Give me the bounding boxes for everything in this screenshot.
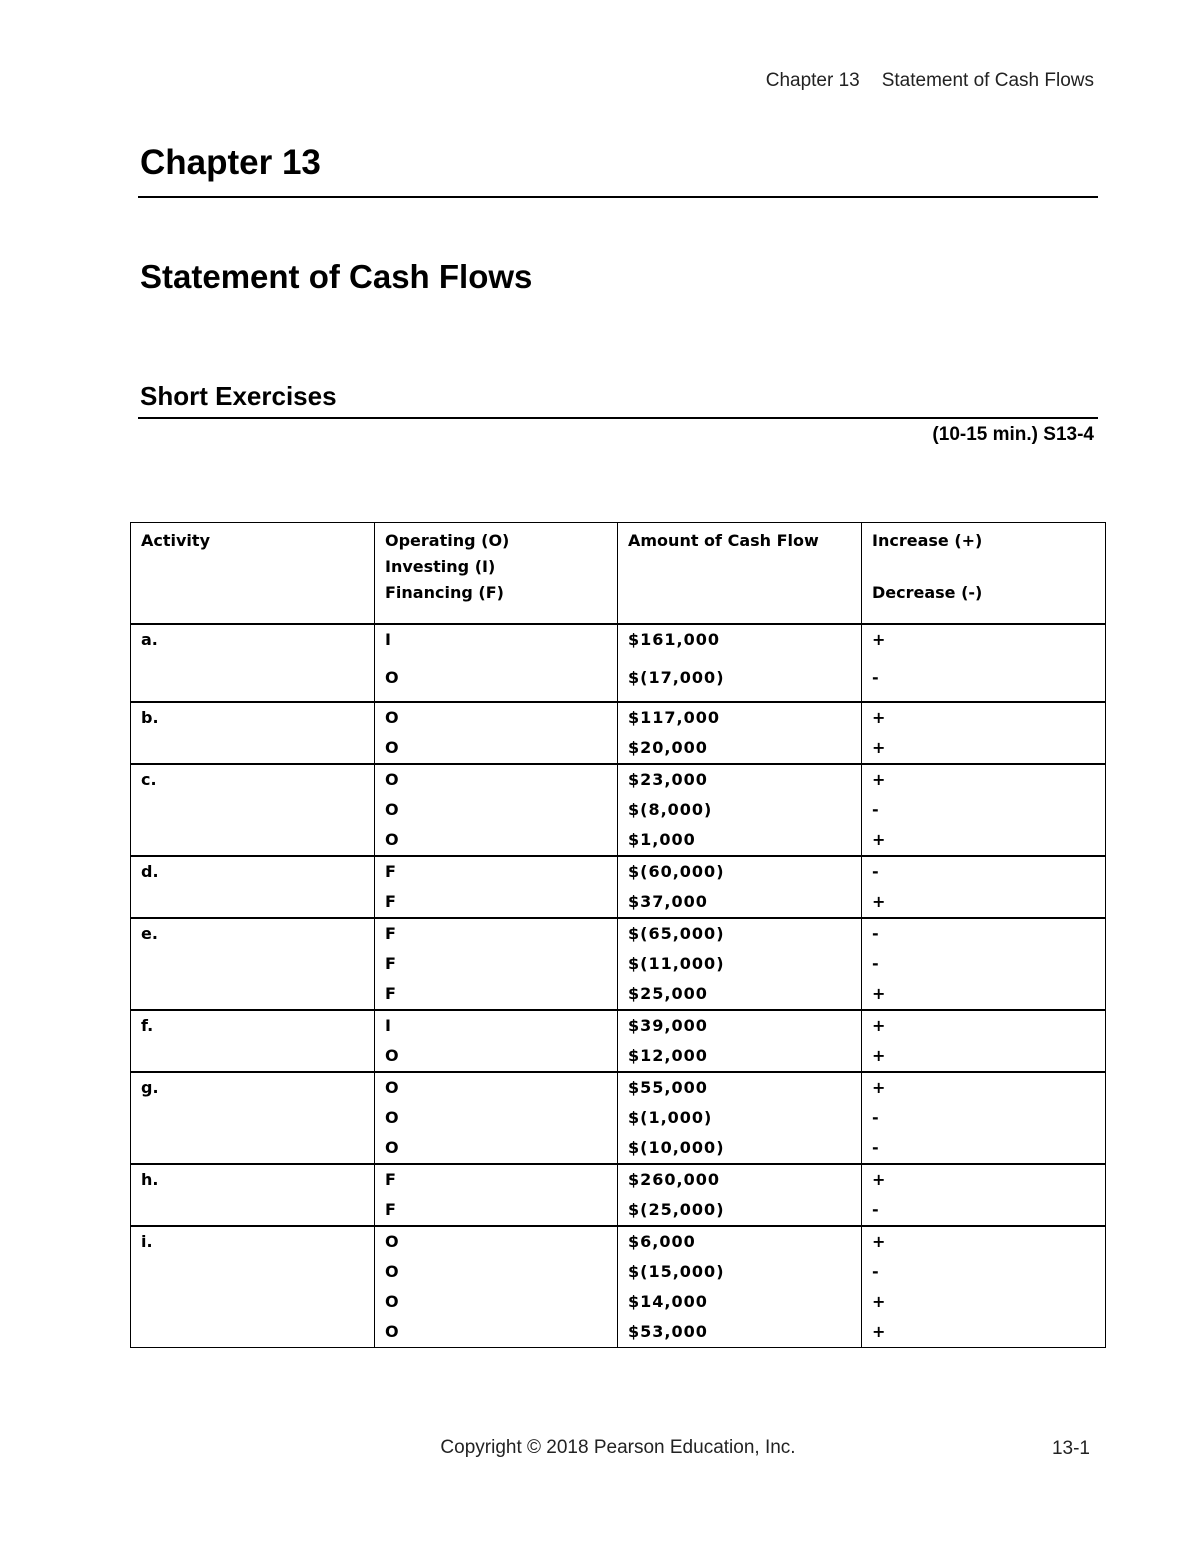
cell-category: O xyxy=(375,1133,618,1164)
cell-amount: $(8,000) xyxy=(618,795,862,825)
header-category-investing: Investing (I) xyxy=(385,557,496,576)
cell-category: O xyxy=(375,702,618,733)
cell-amount: $25,000 xyxy=(618,979,862,1010)
table-row xyxy=(131,1072,1106,1103)
table-row xyxy=(131,825,1106,856)
table-row xyxy=(131,1317,1106,1348)
cell-change: + xyxy=(862,624,1106,663)
cell-category: O xyxy=(375,663,618,702)
footer-copyright: Copyright © 2018 Pearson Education, Inc. xyxy=(440,1437,796,1458)
chapter-title-rule xyxy=(138,196,1098,198)
header-amount xyxy=(618,523,862,624)
cell-activity xyxy=(131,1287,375,1317)
cell-activity xyxy=(131,825,375,856)
cell-amount: $(60,000) xyxy=(618,856,862,887)
cell-activity xyxy=(131,979,375,1010)
cell-amount: $161,000 xyxy=(618,624,862,663)
cell-amount: $12,000 xyxy=(618,1041,862,1072)
cell-change: - xyxy=(862,1195,1106,1226)
section-title: Short Exercises xyxy=(140,381,337,411)
cell-category: O xyxy=(375,1317,618,1348)
table-row xyxy=(131,1226,1106,1257)
table-row xyxy=(131,1103,1106,1133)
header-amount-label: Amount of Cash Flow xyxy=(628,531,819,550)
cell-category: O xyxy=(375,1226,618,1257)
cell-category: I xyxy=(375,1010,618,1041)
cell-activity xyxy=(131,1317,375,1348)
cell-change: - xyxy=(862,1103,1106,1133)
cell-category: O xyxy=(375,825,618,856)
document-title: Statement of Cash Flows xyxy=(140,258,533,295)
cell-change: + xyxy=(862,1317,1106,1348)
header-activity-label: Activity xyxy=(141,531,210,550)
table-row xyxy=(131,1164,1106,1195)
page-number: 13-1 xyxy=(1051,1438,1090,1459)
header-activity xyxy=(131,523,375,624)
table-row xyxy=(131,1287,1106,1317)
table-row xyxy=(131,1133,1106,1164)
cell-activity xyxy=(131,663,375,702)
cell-activity xyxy=(131,795,375,825)
cell-amount: $(15,000) xyxy=(618,1257,862,1287)
cell-change: - xyxy=(862,663,1106,702)
cell-activity xyxy=(131,1041,375,1072)
cell-change: - xyxy=(862,918,1106,949)
cell-change: + xyxy=(862,1010,1106,1041)
cell-amount: $14,000 xyxy=(618,1287,862,1317)
cell-activity: d. xyxy=(131,856,375,887)
table-row xyxy=(131,856,1106,887)
cell-change: - xyxy=(862,856,1106,887)
cell-change: + xyxy=(862,979,1106,1010)
cell-activity: g. xyxy=(131,1072,375,1103)
cell-amount: $(17,000) xyxy=(618,663,862,702)
cell-activity xyxy=(131,1195,375,1226)
cell-change: - xyxy=(862,949,1106,979)
cell-change: - xyxy=(862,1257,1106,1287)
header-category-operating: Operating (O) xyxy=(385,531,510,550)
cell-change: + xyxy=(862,702,1106,733)
cell-activity xyxy=(131,887,375,918)
table-row xyxy=(131,1195,1106,1226)
cell-activity: f. xyxy=(131,1010,375,1041)
running-header-topic: Statement of Cash Flows xyxy=(881,70,1094,91)
cell-amount: $55,000 xyxy=(618,1072,862,1103)
cell-category: F xyxy=(375,887,618,918)
cell-category: O xyxy=(375,795,618,825)
table-row xyxy=(131,663,1106,702)
cell-activity: h. xyxy=(131,1164,375,1195)
header-change xyxy=(862,523,1106,624)
cell-category: F xyxy=(375,918,618,949)
table-header-row xyxy=(131,523,1106,624)
cell-activity: b. xyxy=(131,702,375,733)
cell-amount: $(11,000) xyxy=(618,949,862,979)
cell-amount: $117,000 xyxy=(618,702,862,733)
cell-change: + xyxy=(862,1164,1106,1195)
table-row xyxy=(131,887,1106,918)
cell-amount: $(10,000) xyxy=(618,1133,862,1164)
cell-amount: $260,000 xyxy=(618,1164,862,1195)
cell-amount: $53,000 xyxy=(618,1317,862,1348)
cell-amount: $37,000 xyxy=(618,887,862,918)
table-row xyxy=(131,979,1106,1010)
cell-category: F xyxy=(375,979,618,1010)
table-row xyxy=(131,918,1106,949)
table-row xyxy=(131,1257,1106,1287)
cell-activity xyxy=(131,949,375,979)
cell-activity: e. xyxy=(131,918,375,949)
cell-category: I xyxy=(375,624,618,663)
table-row xyxy=(131,764,1106,795)
cell-amount: $23,000 xyxy=(618,764,862,795)
table-body xyxy=(131,624,1106,1348)
table-row xyxy=(131,1041,1106,1072)
cell-category: O xyxy=(375,764,618,795)
cell-change: + xyxy=(862,1226,1106,1257)
table-row xyxy=(131,1010,1106,1041)
cell-change: - xyxy=(862,1133,1106,1164)
exercise-reference: (10-15 min.) S13-4 xyxy=(932,424,1094,445)
table-row xyxy=(131,949,1106,979)
cell-category: O xyxy=(375,733,618,764)
cell-change: - xyxy=(862,795,1106,825)
cell-activity: i. xyxy=(131,1226,375,1257)
header-change-decrease: Decrease (-) xyxy=(872,583,983,602)
cell-category: F xyxy=(375,856,618,887)
cell-amount: $39,000 xyxy=(618,1010,862,1041)
cell-category: O xyxy=(375,1103,618,1133)
cell-activity xyxy=(131,733,375,764)
cell-category: O xyxy=(375,1072,618,1103)
cell-amount: $20,000 xyxy=(618,733,862,764)
table-row xyxy=(131,702,1106,733)
cell-category: O xyxy=(375,1257,618,1287)
cell-change: + xyxy=(862,1287,1106,1317)
cell-category: O xyxy=(375,1287,618,1317)
cell-category: O xyxy=(375,1041,618,1072)
section-title-rule xyxy=(138,417,1098,419)
header-category-financing: Financing (F) xyxy=(385,583,504,602)
running-header xyxy=(766,70,1094,92)
cell-amount: $6,000 xyxy=(618,1226,862,1257)
running-header-chapter: Chapter 13 xyxy=(765,70,860,91)
header-change-increase: Increase (+) xyxy=(872,531,983,550)
table-row xyxy=(131,624,1106,663)
cell-change: + xyxy=(862,733,1106,764)
cell-amount: $(25,000) xyxy=(618,1195,862,1226)
table-row xyxy=(131,795,1106,825)
chapter-title: Chapter 13 xyxy=(140,143,321,182)
cell-amount: $(1,000) xyxy=(618,1103,862,1133)
cell-change: + xyxy=(862,887,1106,918)
cell-change: + xyxy=(862,1072,1106,1103)
cell-amount: $1,000 xyxy=(618,825,862,856)
cell-category: F xyxy=(375,949,618,979)
cell-change: + xyxy=(862,764,1106,795)
cell-change: + xyxy=(862,1041,1106,1072)
cell-category: F xyxy=(375,1195,618,1226)
cell-activity xyxy=(131,1257,375,1287)
cell-change: + xyxy=(862,825,1106,856)
cell-category: F xyxy=(375,1164,618,1195)
cash-flow-table xyxy=(130,522,1106,1348)
cell-activity: c. xyxy=(131,764,375,795)
cell-activity xyxy=(131,1103,375,1133)
cell-activity: a. xyxy=(131,624,375,663)
cell-amount: $(65,000) xyxy=(618,918,862,949)
cell-activity xyxy=(131,1133,375,1164)
table-row xyxy=(131,733,1106,764)
header-category xyxy=(375,523,618,624)
